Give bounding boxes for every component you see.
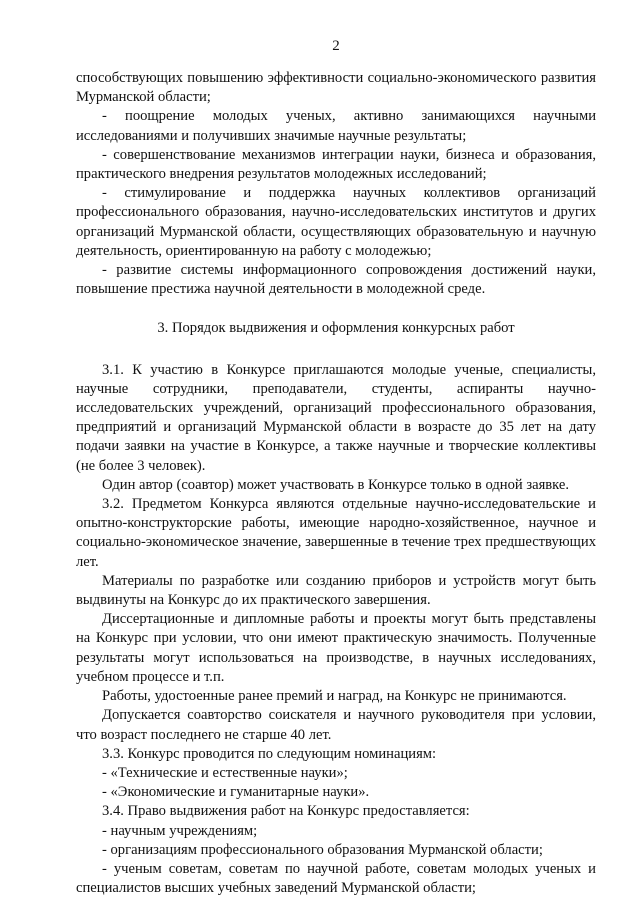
section-paragraph-10: 3.4. Право выдвижения работ на Конкурс предоставляется: xyxy=(102,803,470,820)
section-paragraph-13: - ученым советам, советам по научной работе, советам молодых ученых и специалистов высших учебных заведений Мурманской области; xyxy=(76,860,596,897)
intro-paragraph-1: - поощрение молодых ученых, активно занимающихся научными исследованиями и получивших значимые научные результаты; xyxy=(76,108,596,144)
intro-block xyxy=(76,69,596,299)
section-paragraph-12: - организациям профессионального образования Мурманской области; xyxy=(102,841,543,858)
section-paragraph-4: Диссертационные и дипломные работы и проекты могут быть представлены на Конкурс при условии, что они имеют практическую значимость. Полученные результаты могут использоваться на производстве, в научных исследованиях, учебном процессе и т.п. xyxy=(76,611,596,685)
intro-paragraph-0: способствующих повышению эффективности социально-экономического развития Мурманской области; xyxy=(76,70,596,106)
section-paragraph-9: - «Экономические и гуманитарные науки». xyxy=(102,784,370,801)
intro-paragraph-4: - развитие системы информационного сопровождения достижений науки, повышение престижа научной деятельности в молодежной среде. xyxy=(76,262,596,298)
page-number: 2 xyxy=(332,38,340,54)
section-paragraph-8: - «Технические и естественные науки»; xyxy=(102,764,348,781)
section-paragraph-5: Работы, удостоенные ранее премий и наград, на Конкурс не принимаются. xyxy=(102,688,567,705)
section-paragraph-7: 3.3. Конкурс проводится по следующим номинациям: xyxy=(102,745,437,762)
section-paragraph-1: Один автор (соавтор) может участвовать в Конкурсе только в одной заявке. xyxy=(102,476,570,493)
section-paragraph-3: Материалы по разработке или созданию приборов и устройств могут быть выдвинуты на Конкурс до их практического завершения. xyxy=(76,572,596,609)
section-paragraph-11: - научным учреждениям; xyxy=(102,822,258,839)
section-paragraph-6: Допускается соавторство соискателя и научного руководителя при условии, что возраст последнего не старше 40 лет. xyxy=(76,707,596,743)
section-heading: 3. Порядок выдвижения и оформления конкурсных работ xyxy=(157,320,515,337)
intro-paragraph-3: - стимулирование и поддержка научных коллективов организаций профессионального образования, научно-исследовательских институтов и других организаций Мурманской области, осуществляющих образовательную и научную деятельность, ориентированную на работу с молодежью; xyxy=(76,185,596,259)
section-body xyxy=(76,361,596,899)
section-paragraph-0: 3.1. К участию в Конкурсе приглашаются молодые ученые, специалисты, научные сотрудники, преподаватели, студенты, аспиранты научно-исследовательских учреждений, организаций профессионального образования, предприятий и организаций Мурманской области в возрасте до 35 лет на дату подачи заявки на участие в Конкурсе, а также научные и творческие коллективы (не более 3 человек). xyxy=(76,361,596,474)
intro-paragraph-2: - совершенствование механизмов интеграции науки, бизнеса и образования, практического внедрения результатов молодежных исследований; xyxy=(76,146,596,183)
section-paragraph-2: 3.2. Предметом Конкурса являются отдельные научно-исследовательские и опытно-конструкторские работы, имеющие народно-хозяйственное, научное и социально-экономическое значение, завершенные в течение трех предшествующих лет. xyxy=(76,496,596,570)
